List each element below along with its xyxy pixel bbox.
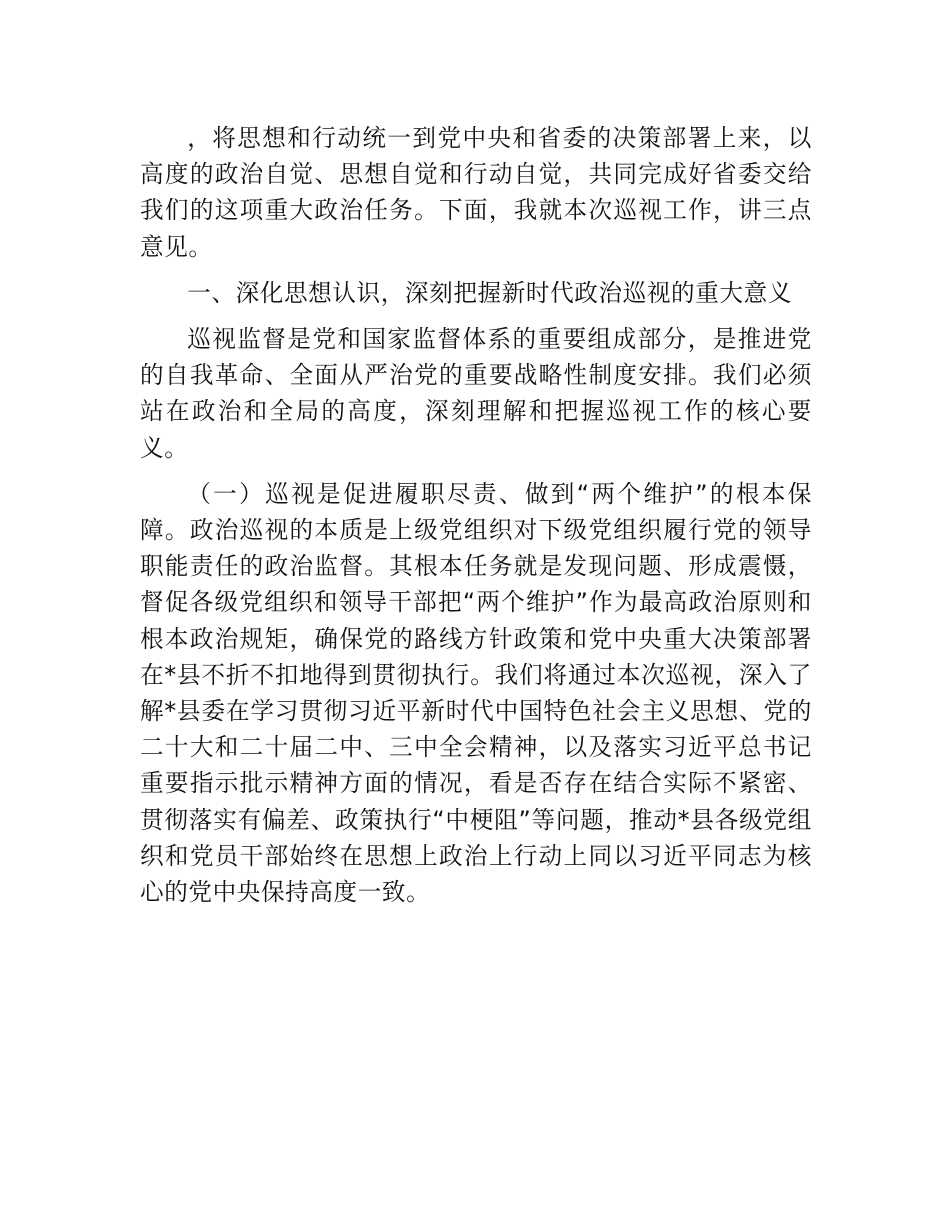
paragraph-subsection-1: （一）巡视是促进履职尽责、做到“两个维护”的根本保障。政治巡视的本质是上级党组织对下级党组织履行党的领导职能责任的政治监督。其根本任务就是发现问题、形成震慑，督促各级党组织和领导干部把“两个维护”作为最高政治原则和根本政治规矩，确保党的路线方针政策和党中央重大决策部署在*县不折不扣地得到贯彻执行。我们将通过本次巡视，深入了解*县委在学习贯彻习近平新时代中国特色社会主义思想、党的二十大和二十届二中、三中全会精神，以及落实习近平总书记重要指示批示精神方面的情况，看是否存在结合实际不紧密、贯彻落实有偏差、政策执行“中梗阻”等问题，推动*县各级党组织和党员干部始终在思想上政治上行动上同以习近平同志为核心的党中央保持高度一致。 xyxy=(140,479,812,907)
section-heading-1: 一、深化思想认识，深刻把握新时代政治巡视的重大意义 xyxy=(187,278,793,307)
paragraph-intro-continuation: ，将思想和行动统一到党中央和省委的决策部署上来，以高度的政治自觉、思想自觉和行动自觉，共同完成好省委交给我们的这项重大政治任务。下面，我就本次巡视工作，讲三点意见。 xyxy=(140,124,812,261)
paragraph-section-1-intro: 巡视监督是党和国家监督体系的重要组成部分，是推进党的自我革命、全面从严治党的重要战略性制度安排。我们必须站在政治和全局的高度，深刻理解和把握巡视工作的核心要义。 xyxy=(140,325,812,462)
document-body xyxy=(140,120,812,910)
